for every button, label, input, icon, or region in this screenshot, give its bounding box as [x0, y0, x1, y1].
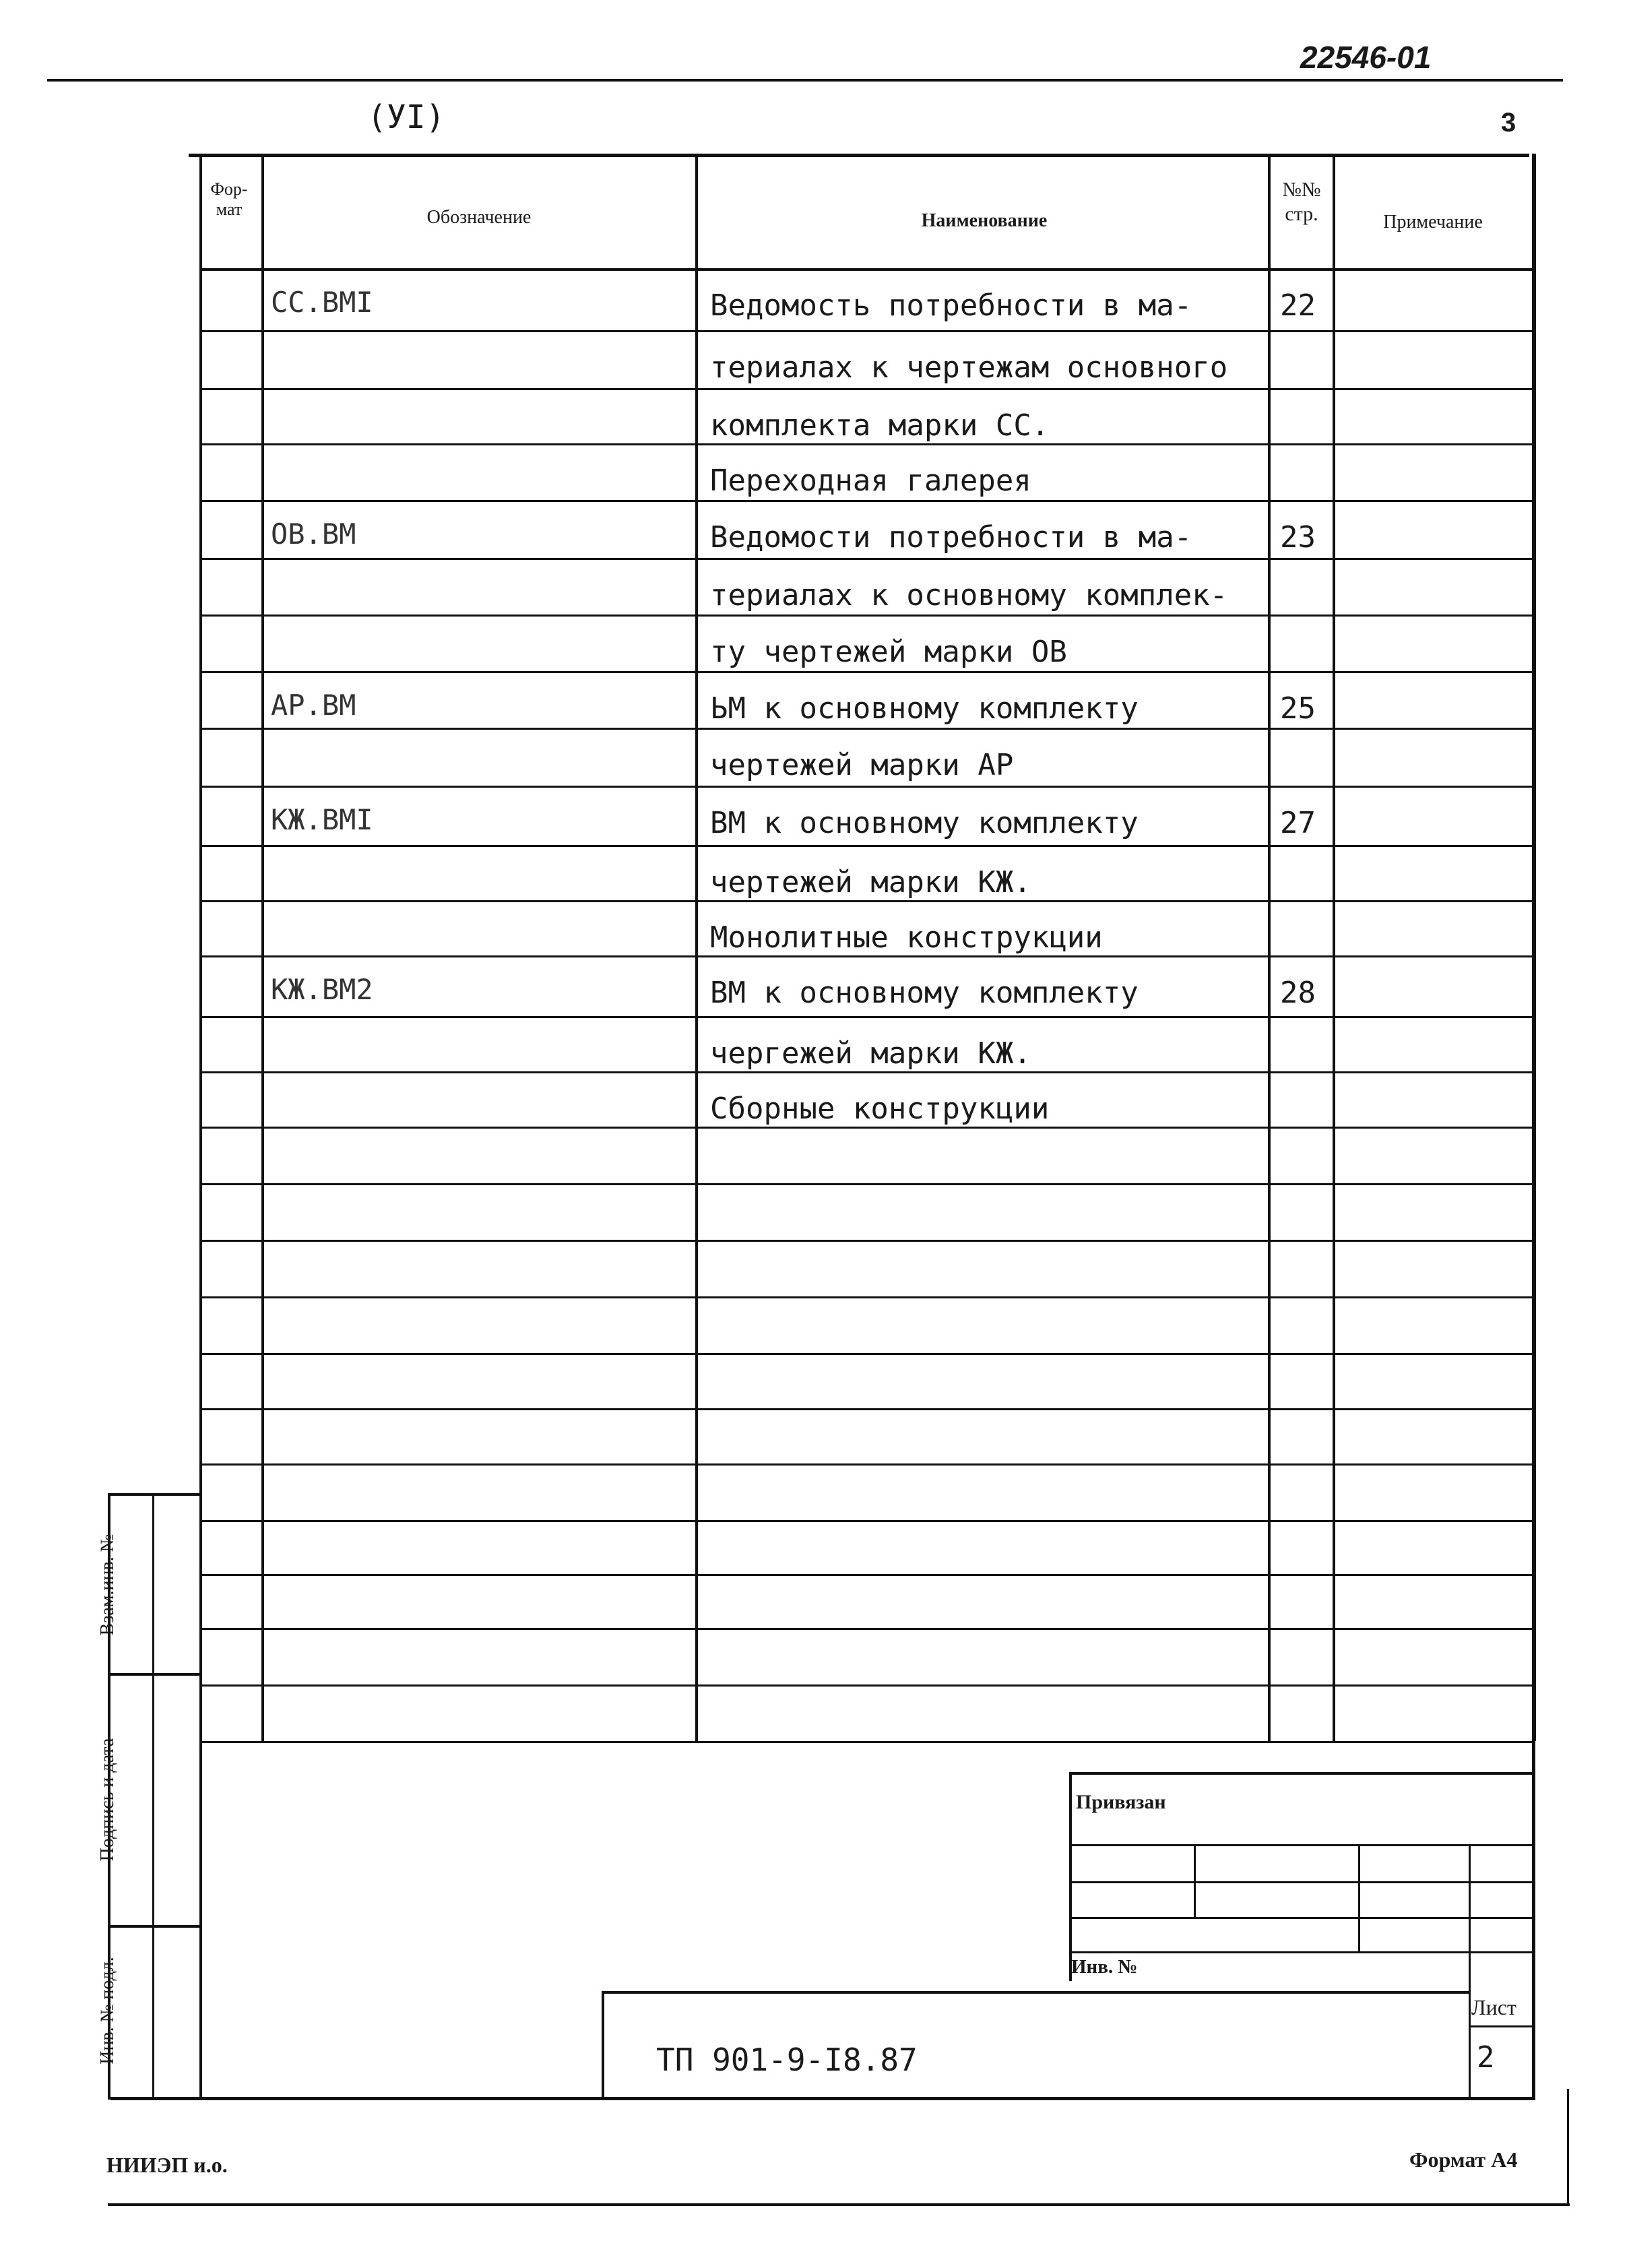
tb-sheet-sep [1469, 2025, 1534, 2027]
row-page: 23 [1280, 520, 1316, 555]
page-number: 3 [1501, 108, 1516, 137]
row-designation: АР.ВМ [271, 689, 356, 722]
side-stamp-top [108, 1493, 202, 1496]
table-row-line [199, 845, 1533, 847]
frame-bottom [110, 2097, 1535, 2100]
table-row-line [199, 1071, 1533, 1073]
row-name: Монолитные конструкции [710, 920, 1103, 955]
tb-col-2 [1358, 1844, 1360, 1953]
row-name: ЬМ к основному комплекту [710, 691, 1139, 726]
row-designation: СС.ВМI [271, 286, 373, 319]
row-name: ту чертежей марки ОВ [710, 635, 1067, 669]
row-page: 25 [1280, 691, 1316, 726]
row-page: 28 [1280, 976, 1316, 1010]
table-row-line [199, 1240, 1533, 1242]
row-name: ВМ к основному комплекту [710, 976, 1139, 1010]
right-margin-line [1567, 2089, 1569, 2205]
table-column-line [695, 154, 698, 1741]
frame-top [189, 154, 1529, 157]
row-name: чергежей марки КЖ. [710, 1036, 1031, 1071]
document-code: ТП 901-9-I8.87 [656, 2042, 918, 2078]
table-row-line [199, 900, 1533, 902]
header-designation: Обозначение [426, 207, 532, 228]
table-row-line [199, 615, 1533, 617]
table-row-line [199, 558, 1533, 560]
table-row-line [199, 1520, 1533, 1522]
row-name: Ведомости потребности в ма- [710, 520, 1192, 555]
header-note: Примечание [1383, 212, 1483, 232]
table-row-line [199, 1463, 1533, 1466]
side-interchange-label: Взам.инв. № [97, 1534, 118, 1636]
side-stamp-sep1 [108, 1673, 202, 1676]
row-name: ВМ к основному комплекту [710, 806, 1139, 840]
row-name: чертежей марки КЖ. [710, 865, 1031, 900]
table-row-line [199, 1741, 1533, 1743]
tb-line-row1 [1069, 1844, 1534, 1846]
row-name: териалах к чертежам основного [710, 350, 1228, 385]
tb-main-top [602, 1991, 1471, 1994]
table-row-line [199, 1016, 1533, 1018]
table-row-line [199, 443, 1533, 445]
table-row-line [199, 330, 1533, 332]
tb-line-row4 [1069, 1951, 1534, 1953]
table-row-line [199, 1574, 1533, 1576]
organization: НИИЭП и.о. [106, 2153, 228, 2177]
side-signature-label: Подпись и дата [97, 1738, 118, 1862]
sheet-label: Лист [1471, 1995, 1517, 2019]
table-column-line [1333, 154, 1335, 1741]
header-pages: №№ стр. [1282, 179, 1321, 225]
tb-main-left [602, 1991, 604, 2099]
top-border-line [47, 79, 1563, 82]
table-row-line [199, 786, 1533, 788]
table-header-line [199, 268, 1533, 271]
header-format: Фор- мат [210, 179, 248, 219]
paper-format: Формат А4 [1409, 2147, 1518, 2172]
row-page: 22 [1280, 288, 1316, 323]
row-page: 27 [1280, 806, 1316, 840]
table-column-line [1268, 154, 1271, 1741]
table-row-line [199, 1296, 1533, 1298]
row-designation: ОВ.ВМ [271, 517, 356, 550]
row-name: чертежей марки АР [710, 748, 1014, 782]
row-name: Ведомость потребности в ма- [710, 288, 1192, 323]
table-row-line [199, 671, 1533, 673]
row-designation: КЖ.ВМ2 [271, 973, 373, 1006]
bottom-border-line [108, 2203, 1570, 2206]
row-name: териалах к основному комплек- [710, 578, 1228, 612]
table-column-line [261, 154, 264, 1741]
row-name: Переходная галерея [710, 464, 1031, 498]
header-name: Наименование [921, 210, 1048, 231]
side-stamp-divider [152, 1493, 154, 2100]
table-row-line [199, 1183, 1533, 1185]
section-mark: (УI) [367, 98, 445, 136]
table-row-line [199, 1353, 1533, 1355]
tb-line-top [1069, 1772, 1534, 1775]
inventory-no-label: Инв. № [1071, 1956, 1138, 1978]
table-column-line [199, 154, 202, 1741]
table-row-line [199, 388, 1533, 390]
sheet-value: 2 [1477, 2040, 1495, 2075]
tb-line-left [1069, 1772, 1072, 1981]
side-stamp-sep2 [108, 1925, 202, 1928]
bound-label: Привязан [1076, 1791, 1166, 1813]
table-row-line [199, 1127, 1533, 1129]
row-designation: КЖ.ВМI [271, 803, 373, 836]
row-name: комплекта марки СС. [710, 408, 1050, 443]
tb-col-1 [1194, 1844, 1196, 1919]
table-row-line [199, 728, 1533, 730]
side-inventory-label: Инв. № подл. [97, 1957, 118, 2065]
tb-line-row2 [1069, 1881, 1534, 1883]
row-name: Сборные конструкции [710, 1092, 1050, 1126]
tb-col-3 [1469, 1844, 1471, 2100]
tb-line-row3 [1069, 1917, 1534, 1919]
table-row-line [199, 1628, 1533, 1630]
table-row-line [199, 500, 1533, 502]
table-row-line [199, 955, 1533, 957]
table-column-line [1533, 154, 1536, 1741]
table-row-line [199, 1408, 1533, 1410]
document-number: 22546-01 [1300, 40, 1432, 75]
table-row-line [199, 1684, 1533, 1687]
